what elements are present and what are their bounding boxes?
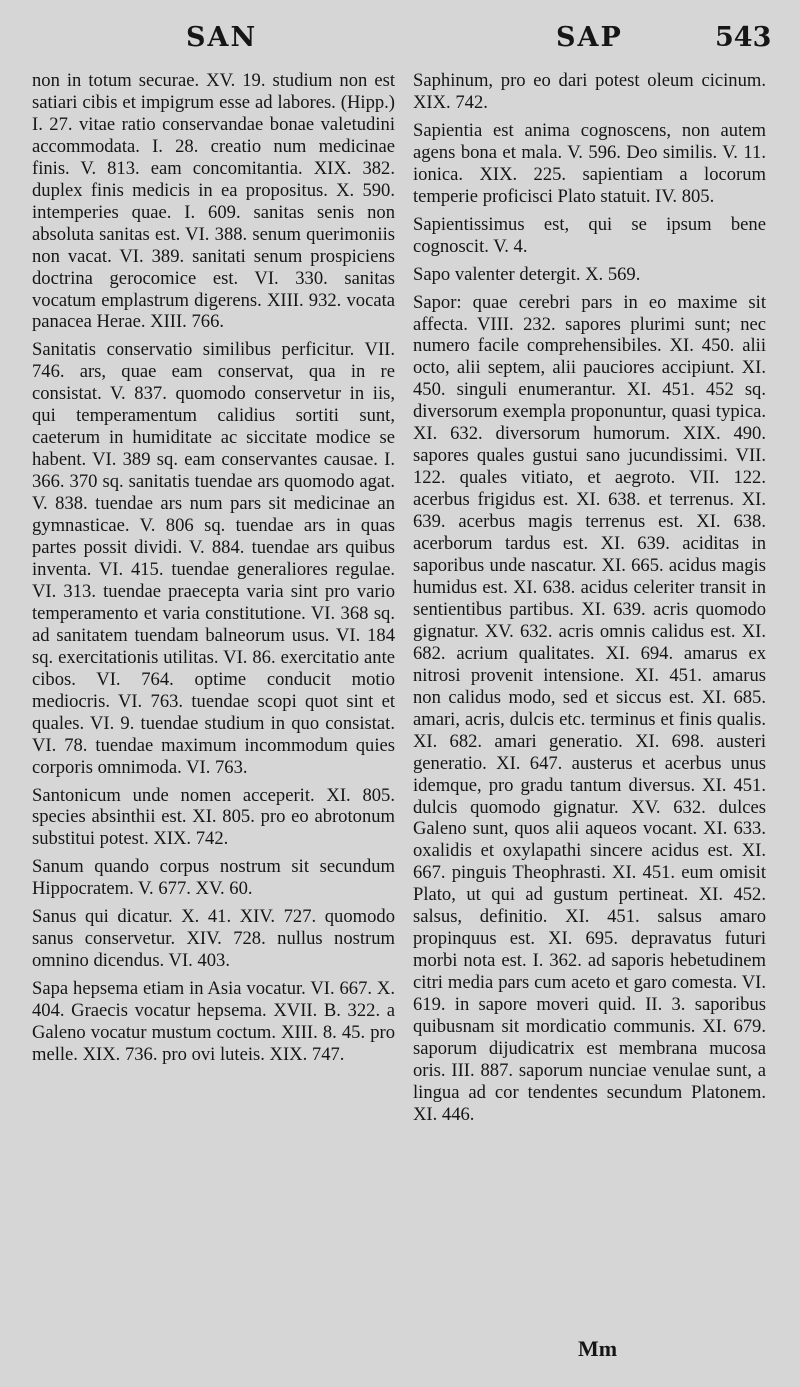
printer-signature-mark: Mm	[578, 1336, 618, 1361]
header-left-keyword: SAN	[186, 22, 258, 53]
entry-sapa: Sapa hepsema etiam in Asia vocatur. VI. 667. X. 404. Graecis vocatur hepsema. XVII. B. 322. a Galeno vocatur mustum coctum. XIII. 8. 45. pro melle. XIX. 736. pro ovi luteis. XIX. 747.	[32, 978, 395, 1065]
entry-sapientia: Sapientia est anima cognoscens, non autem agens bona et mala. V. 596. Deo similis. V. 11. ionica. XIX. 225. sapientiam a locorum temperie proficisci Plato statuit. IV. 805.	[413, 119, 766, 207]
entry-continuation: non in totum securae. XV. 19. studium non est satiari cibis et impigrum esse ad labores. (Hipp.) I. 27. vitae ratio conservandae bonae valetudini accommodata. I. 28. creatio num medicinae finis. V. 813. eam concomitantia. XIX. 382. duplex finis medicis in ea propositus. X. 590. intemperies quae. I. 609. sanitas senis non absoluta sanitas est. VI. 388. senum querimoniis non vacat. VI. 389. sanitati senum prospiciens doctrina gerocomice est. VI. 330. sanitas vocatum emplastrum digerens. XIII. 932. vocata panacea Herae. XIII. 766.	[32, 70, 395, 333]
entry-sapor: Sapor: quae cerebri pars in eo maxime sit affecta. VIII. 232. sapores plurimi sunt; nec numero facile comprehensibiles. XI. 450. alii octo, alii septem, alii pauciores accipiunt. XI. 450. singuli enumerantur. XI. 451. 452 sq. diversorum exempla proponuntur, quasi typica. XI. 632. diversorum humorum. XIX. 490. sapores quales gustui sano jucundissimi. VII. 122. quales vitiato, et aegroto. VII. 122. acerbus frigidus est. XI. 638. et terrenus. XI. 639. acerbus magis terrenus est. XI. 638. acerborum tardus est. XI. 639. aciditas in saporibus unde nascatur. XI. 665. acidus magis humidus est. XI. 638. acidus celeriter transit in sentientibus partibus. XI. 639. acris quomodo gignatur. XV. 632. acris omnis calidus est. XI. 682. acrium qualitates. XI. 694. amarus ex nitrosi provenit intensione. XI. 451. amarus non calidus modo, sed et siccus est. XI. 685. amari, acris, dulcis etc. terminus et finis qualis. XI. 682. amari generatio. XI. 698. austeri generatio. XI. 647. austerus et acerbus unus idemque, pro gradu tantum diversus. XI. 451. dulcis quomodo gignatur. XV. 632. dulces Galeno sunt, quos alii aqueos vocant. XI. 633. oxalidis et oxylapathi sincere acidus est. XI. 667. pinguis Theophrasti. XI. 451. eum omisit Plato, ut qui ad gustum pertineat. XI. 452. salsus, definitio. XI. 451. salsus amaro propinquus est. XI. 695. depravatus futuri morbi nota est. I. 362. ad saporis hebetudinem citri media pars cum aceto et garo comesta. VI. 619. in sapore moveri quid. II. 3. saporibus quibusnam sit mordicatio communis. XI. 679. saporum dijudicatrix est membrana mucosa oris. III. 887. saporum nunciae venulae sunt, a lingua ad cor tendentes secundum Platonem. XI. 446.	[413, 291, 766, 1125]
page-number: 543	[715, 22, 772, 53]
header-right-keyword: SAP	[556, 22, 623, 53]
entry-sapo: Sapo valenter detergit. X. 569.	[413, 263, 641, 285]
left-column	[32, 70, 395, 1072]
entry-sanus: Sanus qui dicatur. X. 41. XIV. 727. quomodo sanus conservetur. XIV. 728. nullus nostrum omnino dicendus. VI. 403.	[32, 906, 395, 972]
entry-saphinum: Saphinum, pro eo dari potest oleum cicinum. XIX. 742.	[413, 70, 766, 113]
entry-sanitatis: Sanitatis conservatio similibus perficitur. VII. 746. ars, quae eam conservat, qua in re consistat. V. 837. quomodo conservetur in iis, qui temperamentum calidius sortiti sunt, caeterum in humiditate ac siccitate modice se habent. VI. 389 sq. eam conservantes causae. I. 366. 370 sq. sanitatis tuendae ars quomodo agat. V. 838. tuendae ars num pars sit medicinae an gymnasticae. V. 806 sq. tuendae ars in quas partes possit dividi. V. 884. tuendae ars quibus inventa. VI. 415. tuendae generaliores regulae. VI. 313. tuendae praecepta varia sint pro vario temperamento et varia constitutione. VI. 368 sq. ad sanitatem tuendam balneorum usus. VI. 184 sq. exercitationis utilitas. VI. 86. exercitatio ante cibos. VI. 764. optime conducit motio mediocris. VI. 763. tuendae scopi quot sint et quales. VI. 9. tuendae studium in quo consistat. VI. 78. tuendae maximum incommodum quies corporis omnimoda. VI. 763.	[32, 339, 395, 778]
entry-sanum: Sanum quando corpus nostrum sit secundum Hippocratem. V. 677. XV. 60.	[32, 856, 395, 900]
right-column	[413, 70, 766, 1132]
entry-sapientissimus: Sapientissimus est, qui se ipsum bene cognoscit. V. 4.	[413, 213, 766, 257]
running-header	[0, 22, 800, 58]
entry-santonicum: Santonicum unde nomen acceperit. XI. 805. species absinthii est. XI. 805. pro eo abrotonum substitui potest. XIX. 742.	[32, 784, 395, 850]
